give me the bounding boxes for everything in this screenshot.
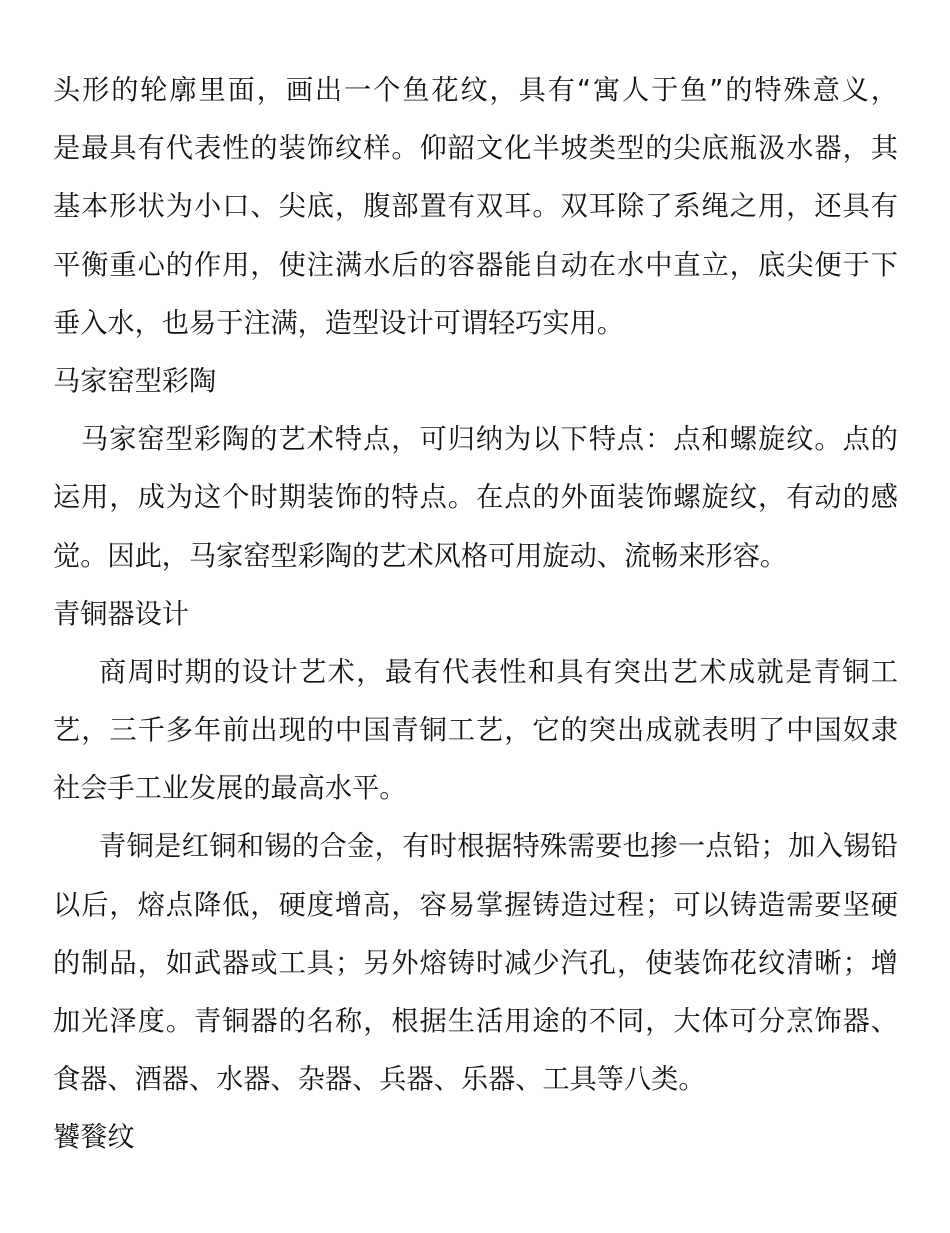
paragraph-line: 是最具有代表性的装饰纹样。仰韶文化半坡类型的尖底瓶汲水器，其 — [53, 133, 898, 165]
document-page — [53, 62, 898, 1168]
paragraph-line: 平衡重心的作用，使注满水后的容器能自动在水中直立，底尖便于下 — [53, 249, 898, 281]
paragraph-line: 社会手工业发展的最高水平。 — [53, 773, 407, 805]
paragraph-line: 的制品，如武器或工具；另外熔铸时减少汽孔，使装饰花纹清晰；增 — [53, 947, 898, 979]
paragraph-line: 头形的轮廓里面，画出一个鱼花纹，具有“寓人于鱼”的特殊意义， — [53, 75, 898, 106]
paragraph-line: 青铜是红铜和锡的合金，有时根据特殊需要也掺一点铅；加入锡铅 — [99, 831, 898, 863]
paragraph-line: 基本形状为小口、尖底，腹部置有双耳。双耳除了系绳之用，还具有 — [53, 191, 898, 223]
paragraph-line: 垂入水，也易于注满，造型设计可谓轻巧实用。 — [53, 307, 624, 339]
paragraph-line: 加光泽度。青铜器的名称，根据生活用途的不同，大体可分烹饰器、 — [53, 1006, 898, 1037]
paragraph-line: 运用，成为这个时期装饰的特点。在点的外面装饰螺旋纹，有动的感 — [53, 482, 898, 514]
section-heading-majiayao: 马家窑型彩陶 — [53, 365, 217, 397]
paragraph-line: 食器、酒器、水器、杂器、兵器、乐器、工具等八类。 — [53, 1064, 706, 1096]
paragraph-line: 商周时期的设计艺术，最有代表性和具有突出艺术成就是青铜工 — [99, 656, 898, 688]
section-heading-taotie: 饕餮纹 — [53, 1122, 135, 1154]
paragraph-line: 觉。因此，马家窑型彩陶的艺术风格可用旋动、流畅来形容。 — [53, 540, 788, 572]
paragraph-line: 马家窑型彩陶的艺术特点，可归纳为以下特点：点和螺旋纹。点的 — [81, 424, 898, 456]
section-heading-bronze-design: 青铜器设计 — [53, 598, 189, 630]
paragraph-line: 艺，三千多年前出现的中国青铜工艺，它的突出成就表明了中国奴隶 — [53, 715, 898, 747]
paragraph-line: 以后，熔点降低，硬度增高，容易掌握铸造过程；可以铸造需要坚硬 — [53, 889, 898, 921]
